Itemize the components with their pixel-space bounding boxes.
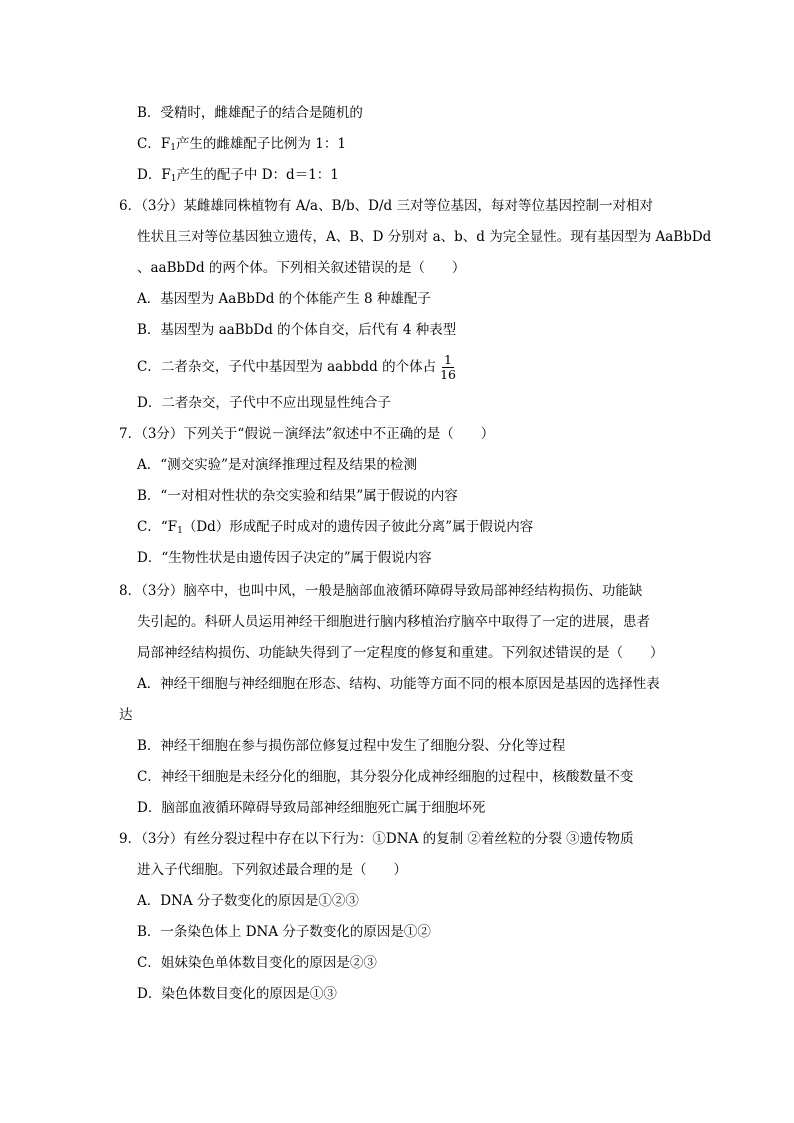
q9-option-d: D．染色体数目变化的原因是①③ (137, 986, 337, 1002)
q6-option-a: A．基因型为 AaBbDd 的个体能产生 8 种雄配子 (137, 291, 431, 307)
q8-option-d: D．脑部血液循环障碍导致局部神经细胞死亡属于细胞坏死 (137, 800, 486, 816)
q8-option-a-line-1: A．神经干细胞与神经细胞在形态、结构、功能等方面不同的根本原因是基因的选择性表 (137, 676, 660, 692)
q6-stem-line-2: 性状且三对等位基因独立遗传，A、B、D 分别对 a、b、d 为完全显性。现有基因型为 AaBbDd (137, 229, 712, 245)
q5-option-d (137, 165, 339, 189)
q6-stem-line-3: 、aaBbDd 的两个体。下列相关叙述错误的是（ ） (137, 260, 466, 276)
q6-option-d: D．二者杂交，子代中不应出现显性纯合子 (137, 395, 391, 411)
q7-option-c-prefix: C．“F (137, 519, 178, 535)
q5-option-c-text: 产生的雌雄配子比例为 1：1 (175, 136, 346, 152)
q5-option-c-subscript: 1 (170, 143, 176, 153)
q6-stem-line-1: 6．（3分）某雌雄同株植物有 A/a、B/b、D/d 三对等位基因，每对等位基因控制一对相对 (119, 198, 653, 214)
q7-option-c-text: （Dd）形成配子时成对的遗传因子彼此分离”属于假说内容 (182, 519, 534, 535)
q5-option-d-subscript: 1 (170, 174, 177, 184)
q7-option-a: A．“测交实验”是对演绎推理过程及结果的检测 (137, 457, 418, 473)
q6-option-c (137, 353, 458, 382)
fraction-denominator: 16 (440, 367, 456, 382)
q9-option-a: A．DNA 分子数变化的原因是①②③ (137, 893, 359, 909)
q5-option-d-prefix: D．F (137, 167, 171, 183)
q8-stem-line-2: 失引起的。科研人员运用神经干细胞进行脑内移植治疗脑卒中取得了一定的进展，患者 (137, 614, 650, 630)
fraction-numerator: 1 (444, 352, 452, 367)
q5-option-b: B．受精时，雌雄配子的结合是随机的 (137, 105, 363, 121)
q8-stem-line-1: 8．（3分）脑卒中，也叫中风，一般是脑部血液循环障碍导致局部神经结构损伤、功能缺 (119, 583, 643, 599)
q9-stem-line-2: 进入子代细胞。下列叙述最合理的是（ ） (137, 862, 407, 878)
q8-stem-line-3: 局部神经结构损伤、功能缺失得到了一定程度的修复和重建。下列叙述错误的是（ ） (137, 645, 664, 661)
q7-option-b: B．“一对相对性状的杂交实验和结果”属于假说的内容 (137, 488, 458, 504)
q7-stem-line-1: 7．（3分）下列关于“假说－演绎法”叙述中不正确的是（ ） (119, 426, 495, 442)
q5-option-c (137, 134, 346, 158)
q9-option-c: C．姐妹染色单体数目变化的原因是②③ (137, 955, 377, 971)
q8-option-c: C．神经干细胞是未经分化的细胞，其分裂分化成神经细胞的过程中，核酸数量不变 (137, 769, 634, 785)
q7-option-c (137, 517, 533, 541)
q7-option-d: D．“生物性状是由遗传因子决定的”属于假说内容 (137, 550, 432, 566)
q9-option-b: B．一条染色体上 DNA 分子数变化的原因是①② (137, 924, 431, 940)
q8-option-b: B．神经干细胞在参与损伤部位修复过程中发生了细胞分裂、分化等过程 (137, 738, 566, 754)
q9-stem-line-1: 9．（3分）有丝分裂过程中存在以下行为：①DNA 的复制 ②着丝粒的分裂 ③遗传物质 (119, 831, 634, 847)
q5-option-d-text: 产生的配子中 D：d＝1：1 (176, 167, 339, 183)
q5-option-c-prefix: C．F (137, 136, 171, 152)
q8-option-a-line-2: 达 (119, 707, 133, 723)
q6-option-c-text: C．二者杂交，子代中基因型为 aabbdd 的个体占 (137, 359, 437, 375)
q7-option-c-subscript: 1 (177, 526, 183, 536)
q6-option-b: B．基因型为 aaBbDd 的个体自交，后代有 4 种表型 (137, 322, 457, 338)
q6-option-c-fraction (438, 353, 458, 382)
